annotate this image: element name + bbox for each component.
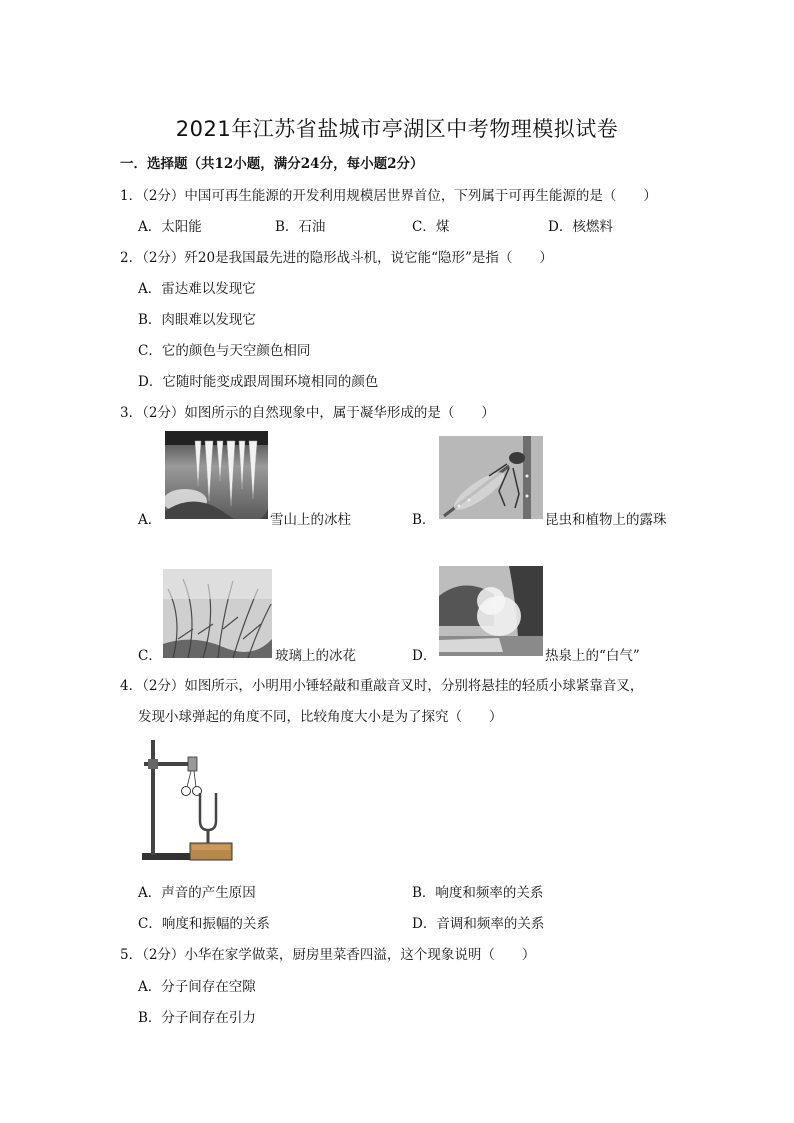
q1-option-d[interactable]: D．核燃料 — [548, 219, 613, 235]
q4-option-c[interactable]: C．响度和振幅的关系 — [138, 916, 270, 932]
q4-option-b[interactable]: B．响度和频率的关系 — [412, 885, 544, 901]
question-2-stem: 2．（2分）歼20是我国最先进的隐形战斗机，说它能“隐形”是指（ ） — [120, 250, 553, 266]
q1-option-c[interactable]: C．煤 — [412, 219, 450, 235]
hot-spring-steam-image — [439, 566, 543, 656]
q5-option-a[interactable]: A．分子间存在空隙 — [138, 979, 256, 995]
question-4-stem-line1: 4．（2分）如图所示，小明用小锤轻敲和重敲音叉时，分别将悬挂的轻质小球紧靠音叉， — [120, 678, 644, 694]
q3-option-b-letter[interactable]: B． — [412, 512, 436, 528]
tuning-fork-apparatus-image — [138, 735, 238, 865]
q3-option-a-caption: 雪山上的冰柱 — [270, 512, 351, 528]
q2-option-c[interactable]: C．它的颜色与天空颜色相同 — [138, 343, 311, 359]
page-title: 2021年江苏省盐城市亭湖区中考物理模拟试卷 — [175, 117, 619, 141]
q3-option-a-letter[interactable]: A． — [138, 512, 162, 528]
q2-option-b[interactable]: B．肉眼难以发现它 — [138, 312, 256, 328]
section-heading: 一．选择题（共12小题，满分24分，每小题2分） — [120, 156, 424, 172]
q1-option-a[interactable]: A．太阳能 — [138, 219, 202, 235]
q4-option-d[interactable]: D．音调和频率的关系 — [412, 916, 545, 932]
frost-image — [163, 569, 272, 658]
question-1-stem: 1．（2分）中国可再生能源的开发利用规模居世界首位，下列属于可再生能源的是（ ） — [120, 188, 657, 204]
icicles-image — [165, 431, 268, 519]
q3-option-c-caption: 玻璃上的冰花 — [275, 648, 356, 664]
question-4-stem-line2: 发现小球弹起的角度不同，比较角度大小是为了探究（ ） — [138, 709, 503, 725]
q4-option-a[interactable]: A．声音的产生原因 — [138, 885, 256, 901]
q2-option-d[interactable]: D．它随时能变成跟周围环境相同的颜色 — [138, 374, 379, 390]
question-5-stem: 5．（2分）小华在家学做菜，厨房里菜香四溢，这个现象说明（ ） — [120, 947, 536, 963]
q3-option-b-caption: 昆虫和植物上的露珠 — [545, 512, 667, 528]
dragonfly-dew-image — [439, 436, 543, 519]
q5-option-b[interactable]: B．分子间存在引力 — [138, 1010, 256, 1026]
q3-option-d-letter[interactable]: D． — [412, 648, 437, 664]
q3-option-d-caption: 热泉上的“白气” — [545, 648, 640, 664]
q3-option-c-letter[interactable]: C． — [138, 648, 162, 664]
question-3-stem: 3．（2分）如图所示的自然现象中，属于凝华形成的是（ ） — [120, 405, 495, 421]
q1-option-b[interactable]: B．石油 — [275, 219, 326, 235]
q2-option-a[interactable]: A．雷达难以发现它 — [138, 281, 256, 297]
